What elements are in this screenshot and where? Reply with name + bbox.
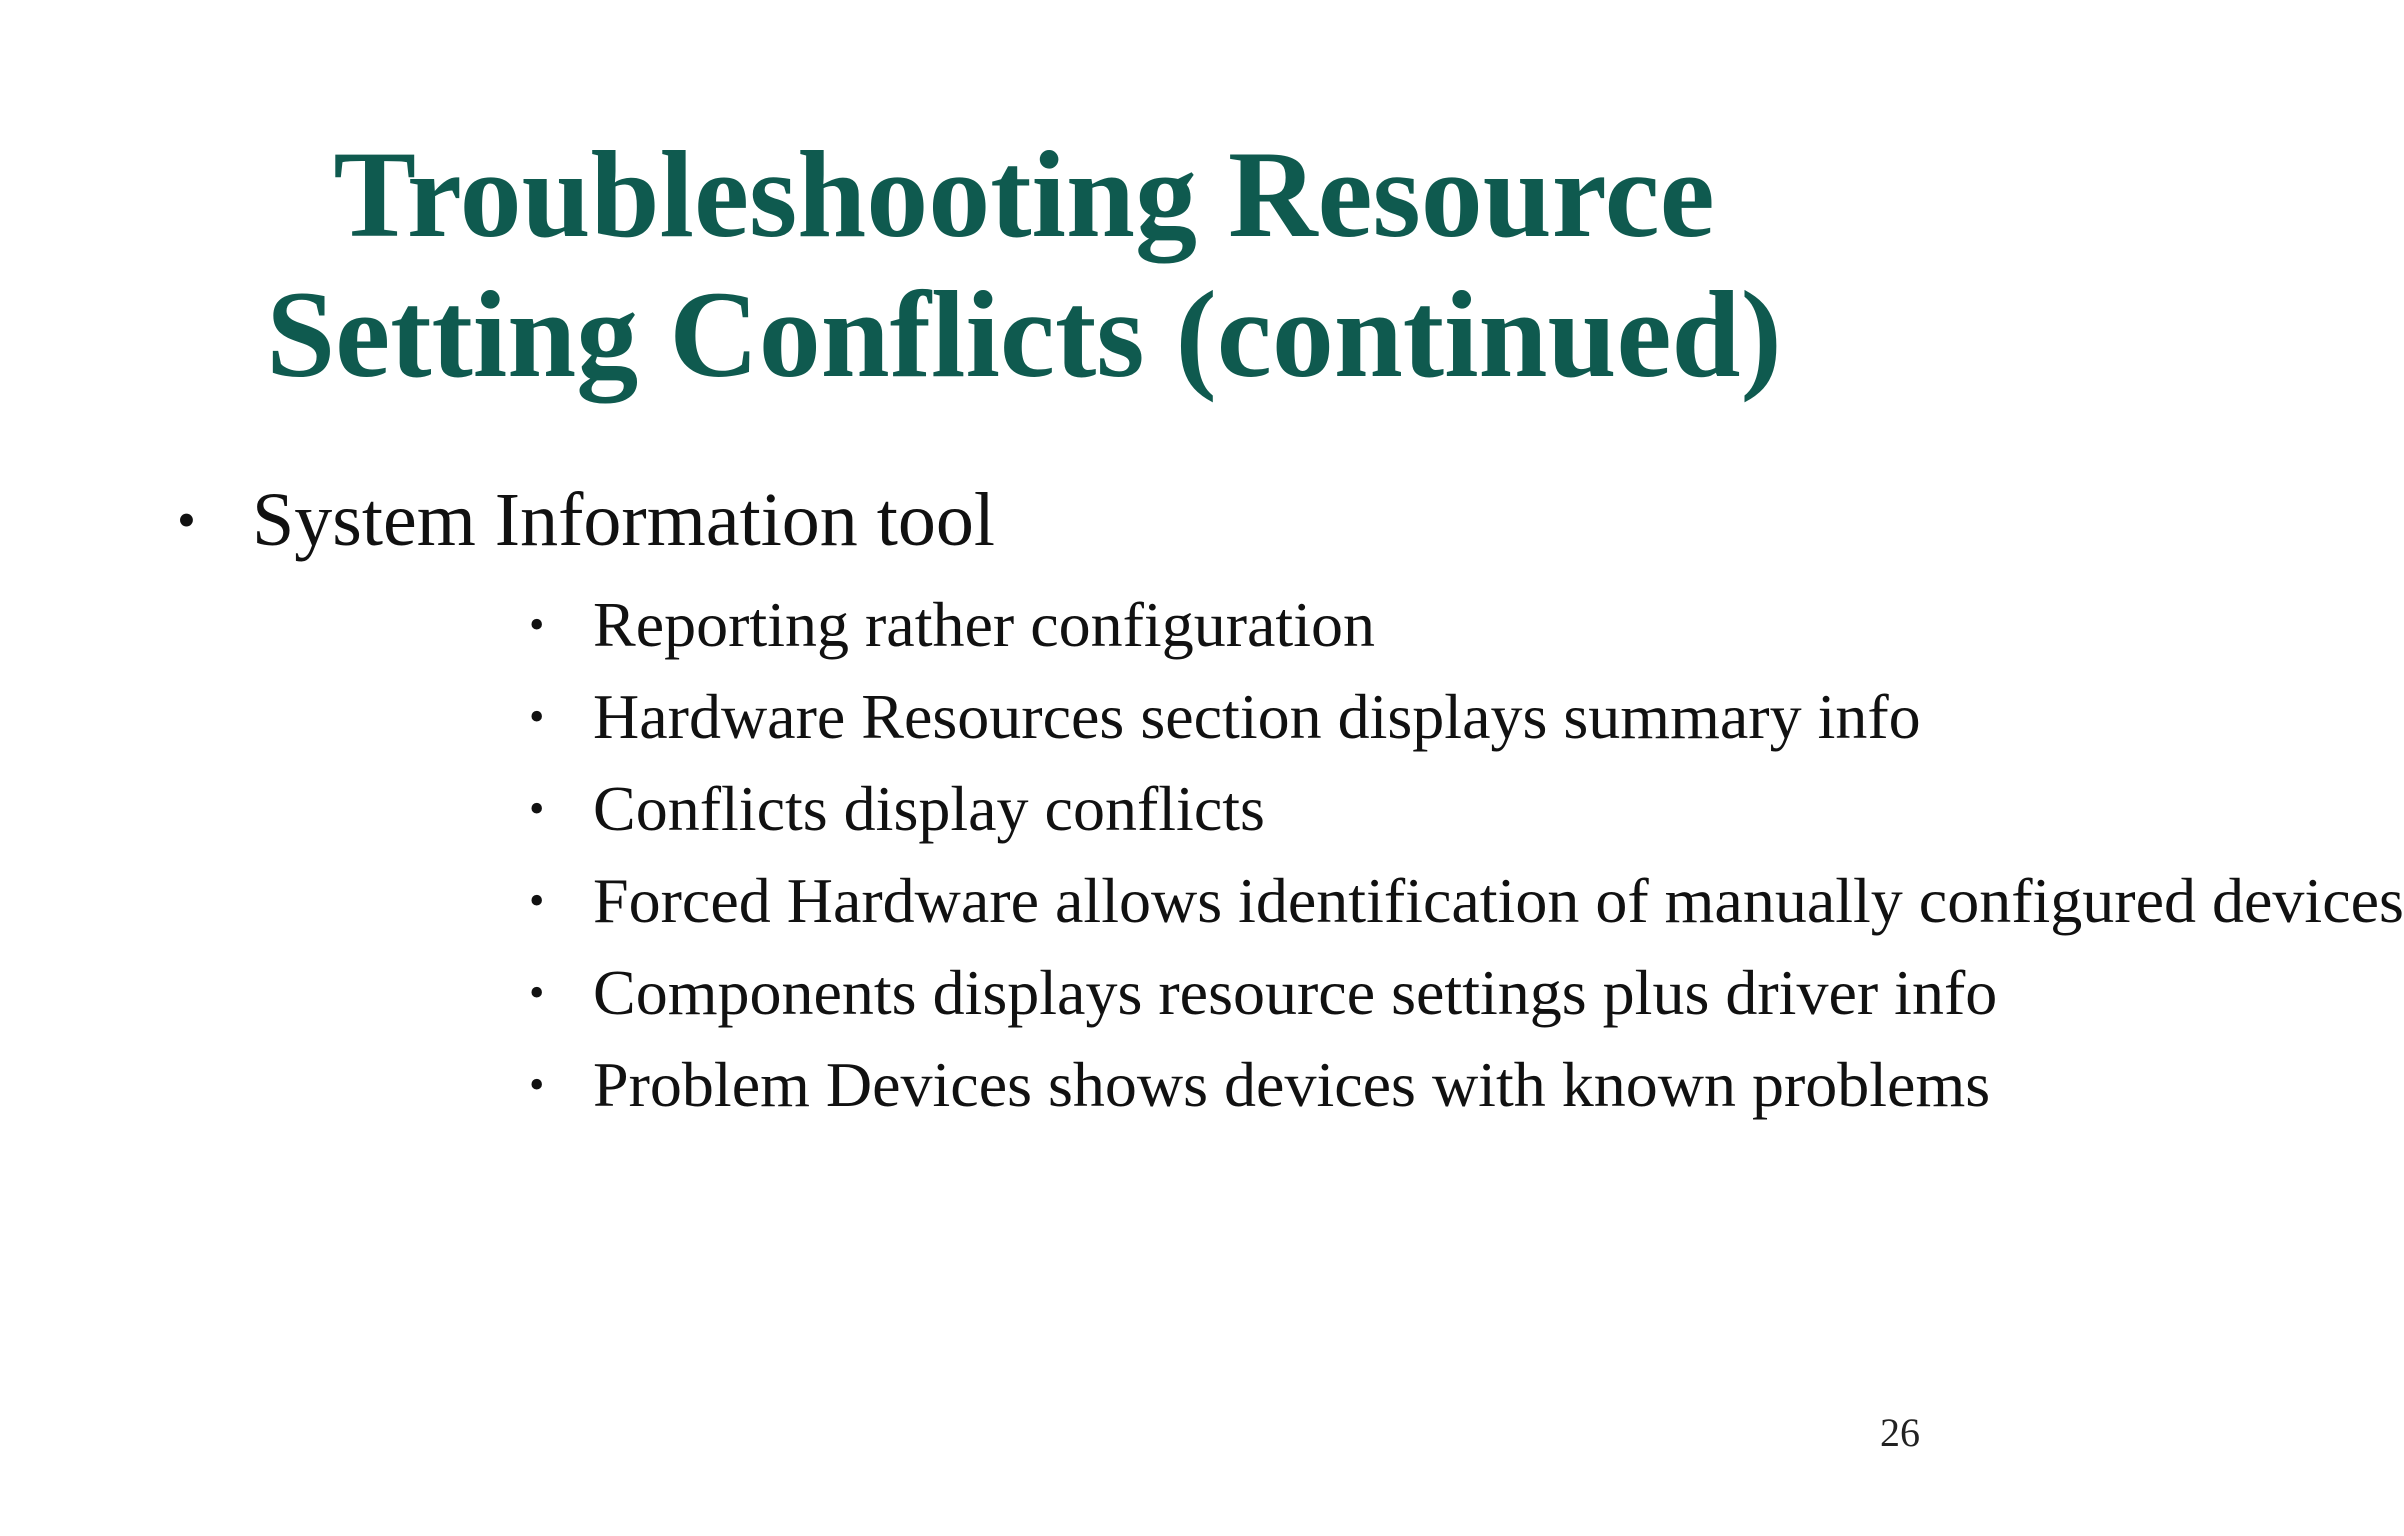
sub-bullet-text: Components displays resource settings plus driver info bbox=[593, 957, 1998, 1028]
sub-bullet-item bbox=[252, 863, 2404, 938]
sub-bullet-text: Hardware Resources section displays summary info bbox=[593, 681, 1921, 752]
main-bullet-text: System Information tool bbox=[252, 478, 996, 562]
sub-bullet-text: Reporting rather configuration bbox=[593, 589, 1375, 660]
bullet-icon: • bbox=[529, 876, 545, 925]
slide-title bbox=[0, 125, 2048, 405]
sub-bullet-item bbox=[252, 955, 2048, 1030]
slide-number: 26 bbox=[1880, 1410, 1920, 1455]
bullet-icon: • bbox=[529, 968, 545, 1017]
slide-title-line-2: Setting Conflicts (continued) bbox=[266, 266, 1782, 404]
bullet-icon: • bbox=[529, 1060, 545, 1109]
bullet-icon: • bbox=[529, 692, 545, 741]
sub-bullet-item bbox=[252, 679, 2048, 754]
sub-bullet-item bbox=[252, 771, 2048, 846]
sub-bullet-text: Forced Hardware allows identification of manually configured devices bbox=[593, 865, 2404, 936]
bullet-icon: • bbox=[529, 600, 545, 649]
bullet-icon: • bbox=[529, 784, 545, 833]
bullet-icon: • bbox=[177, 490, 196, 550]
sub-bullet-item bbox=[252, 587, 2048, 662]
slide-title-line-1: Troubleshooting Resource bbox=[333, 126, 1715, 263]
sub-bullet-text: Problem Devices shows devices with known problems bbox=[593, 1049, 1991, 1120]
sub-bullet-text: Conflicts display conflicts bbox=[593, 773, 1265, 844]
sub-bullet-item bbox=[252, 1047, 2048, 1122]
main-bullet-item bbox=[0, 470, 2404, 1122]
bullet-list bbox=[0, 470, 2404, 1122]
sub-bullet-list bbox=[252, 587, 2404, 1122]
